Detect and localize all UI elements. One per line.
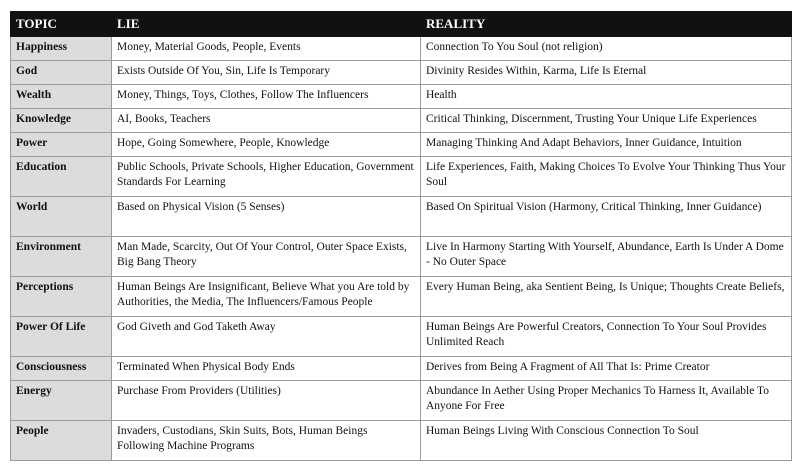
topic-cell: Knowledge	[11, 109, 112, 133]
reality-cell: Life Experiences, Faith, Making Choices To Evolve Your Thinking Thus Your Soul	[421, 157, 792, 197]
reality-cell: Human Beings Are Powerful Creators, Connection To Your Soul Provides Unlimited Reach	[421, 317, 792, 357]
table-header-row	[11, 12, 792, 37]
topic-cell: Environment	[11, 237, 112, 277]
header-reality: REALITY	[421, 12, 792, 37]
lie-cell: Exists Outside Of You, Sin, Life Is Temporary	[112, 61, 421, 85]
lie-cell: Purchase From Providers (Utilities)	[112, 381, 421, 421]
lie-reality-table	[10, 11, 792, 461]
header-lie: LIE	[112, 12, 421, 37]
lie-cell: Human Beings Are Insignificant, Believe What you Are told by Authorities, the Media, The Influencers/Famous People	[112, 277, 421, 317]
lie-cell: Man Made, Scarcity, Out Of Your Control, Outer Space Exists, Big Bang Theory	[112, 237, 421, 277]
lie-cell: AI, Books, Teachers	[112, 109, 421, 133]
lie-cell: Money, Material Goods, People, Events	[112, 37, 421, 61]
reality-cell: Health	[421, 85, 792, 109]
topic-cell: Power Of Life	[11, 317, 112, 357]
table-row	[11, 317, 792, 357]
table-row	[11, 381, 792, 421]
lie-cell: Based on Physical Vision (5 Senses)	[112, 197, 421, 237]
table-row	[11, 157, 792, 197]
reality-cell: Connection To You Soul (not religion)	[421, 37, 792, 61]
table-row	[11, 357, 792, 381]
reality-cell: Managing Thinking And Adapt Behaviors, Inner Guidance, Intuition	[421, 133, 792, 157]
topic-cell: Happiness	[11, 37, 112, 61]
table-row	[11, 61, 792, 85]
table-row	[11, 133, 792, 157]
topic-cell: People	[11, 421, 112, 461]
lie-cell: Invaders, Custodians, Skin Suits, Bots, Human Beings Following Machine Programs	[112, 421, 421, 461]
lie-cell: Public Schools, Private Schools, Higher Education, Government Standards For Learning	[112, 157, 421, 197]
comparison-table-wrapper	[10, 11, 791, 461]
topic-cell: Perceptions	[11, 277, 112, 317]
table-row	[11, 421, 792, 461]
reality-cell: Live In Harmony Starting With Yourself, Abundance, Earth Is Under A Dome - No Outer Space	[421, 237, 792, 277]
header-topic: TOPIC	[11, 12, 112, 37]
topic-cell: God	[11, 61, 112, 85]
lie-cell: Money, Things, Toys, Clothes, Follow The Influencers	[112, 85, 421, 109]
table-row	[11, 237, 792, 277]
topic-cell: Consciousness	[11, 357, 112, 381]
reality-cell: Derives from Being A Fragment of All That Is: Prime Creator	[421, 357, 792, 381]
table-row	[11, 37, 792, 61]
reality-cell: Critical Thinking, Discernment, Trusting Your Unique Life Experiences	[421, 109, 792, 133]
topic-cell: Wealth	[11, 85, 112, 109]
table-row	[11, 85, 792, 109]
topic-cell: Education	[11, 157, 112, 197]
topic-cell: Power	[11, 133, 112, 157]
table-row	[11, 197, 792, 237]
reality-cell: Every Human Being, aka Sentient Being, Is Unique; Thoughts Create Beliefs,	[421, 277, 792, 317]
lie-cell: Terminated When Physical Body Ends	[112, 357, 421, 381]
lie-cell: God Giveth and God Taketh Away	[112, 317, 421, 357]
table-row	[11, 109, 792, 133]
lie-cell: Hope, Going Somewhere, People, Knowledge	[112, 133, 421, 157]
topic-cell: World	[11, 197, 112, 237]
reality-cell: Divinity Resides Within, Karma, Life Is Eternal	[421, 61, 792, 85]
reality-cell: Abundance In Aether Using Proper Mechanics To Harness It, Available To Anyone For Free	[421, 381, 792, 421]
reality-cell: Based On Spiritual Vision (Harmony, Critical Thinking, Inner Guidance)	[421, 197, 792, 237]
topic-cell: Energy	[11, 381, 112, 421]
reality-cell: Human Beings Living With Conscious Connection To Soul	[421, 421, 792, 461]
table-row	[11, 277, 792, 317]
